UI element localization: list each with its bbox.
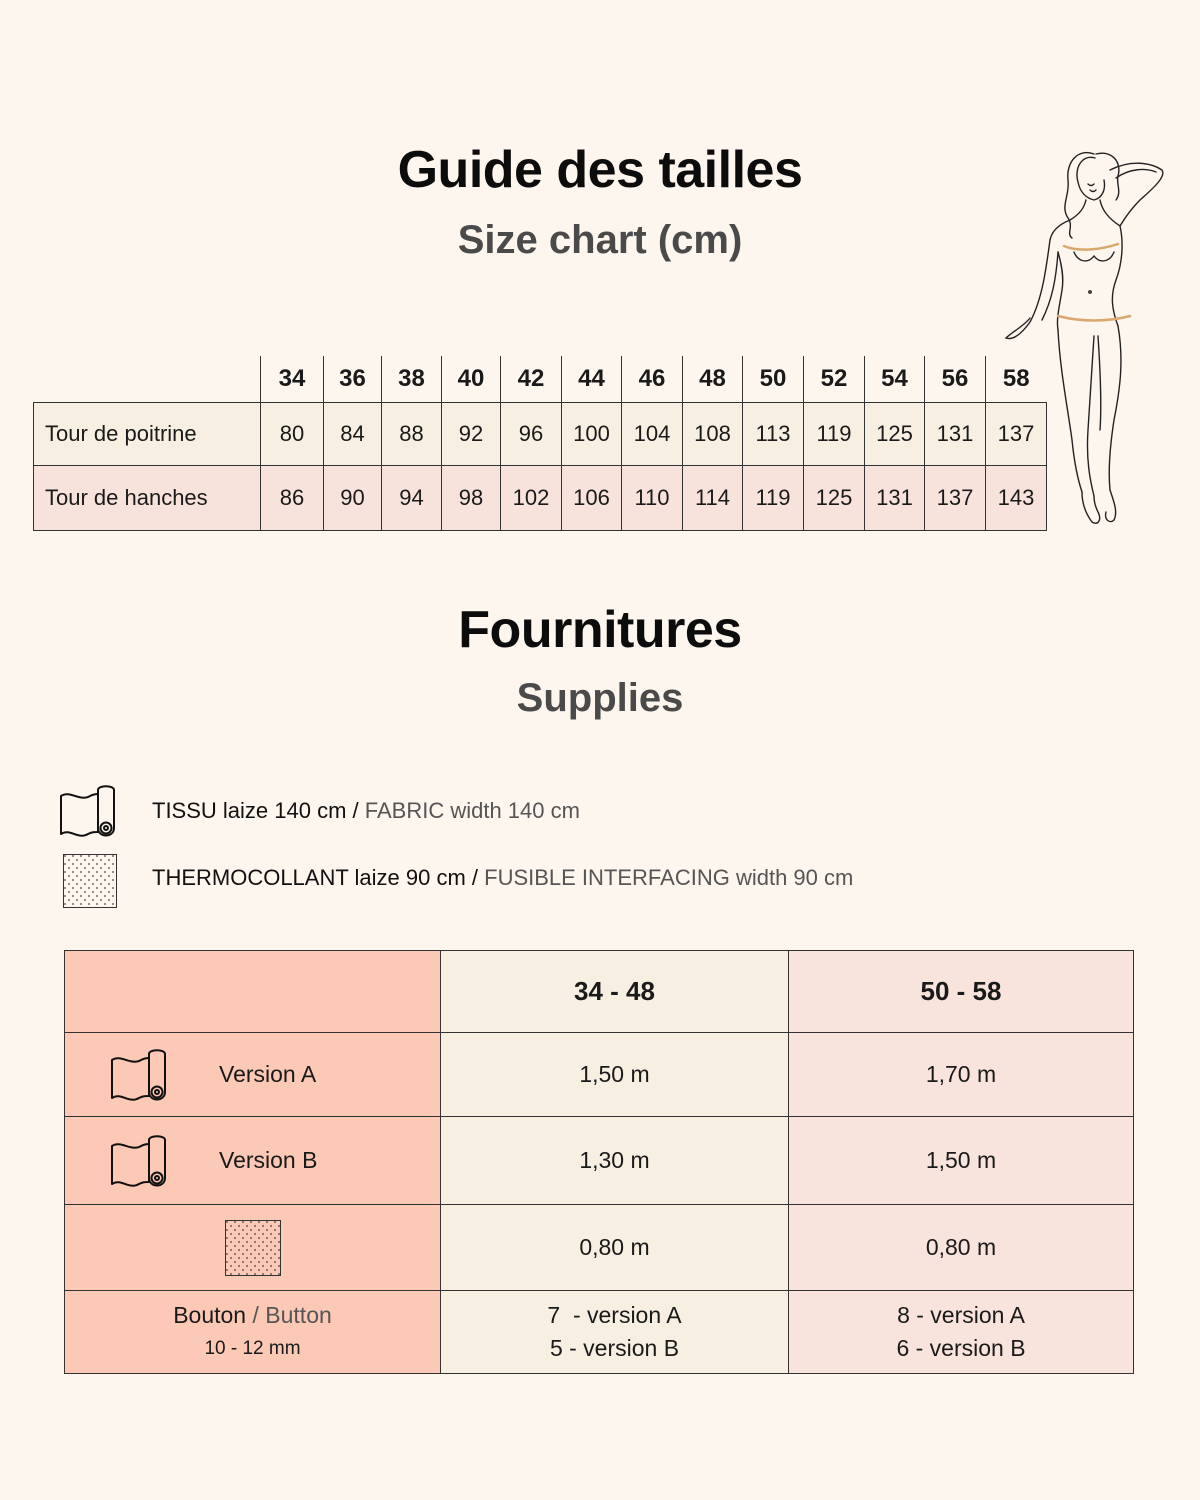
button-qty-line: 8 - version A [897, 1302, 1025, 1328]
supplies-header-blank [65, 951, 441, 1033]
hip-cell: 143 [986, 466, 1047, 531]
hip-cell: 106 [562, 466, 622, 531]
button-row [65, 1291, 1134, 1374]
hip-row [34, 466, 1047, 531]
size-chart-title: Guide des tailles [397, 141, 803, 199]
interfacing-label-cell [65, 1205, 441, 1291]
bust-cell: 119 [804, 403, 865, 466]
size-range-header: 34 - 48 [441, 951, 789, 1033]
hip-cell: 98 [442, 466, 501, 531]
size-header-cell: 52 [804, 356, 865, 403]
hip-label: Tour de hanches [34, 466, 261, 531]
bust-cell: 88 [382, 403, 442, 466]
size-header-cell: 40 [442, 356, 501, 403]
bust-cell: 113 [743, 403, 804, 466]
hip-cell: 90 [324, 466, 382, 531]
hip-cell: 125 [804, 466, 865, 531]
interfacing-qty: 0,80 m [789, 1205, 1134, 1291]
size-header-cell: 38 [382, 356, 442, 403]
size-header-cell: 56 [925, 356, 986, 403]
size-header-cell: 42 [501, 356, 562, 403]
size-chart-table [33, 356, 1047, 531]
button-label-cell [65, 1291, 441, 1374]
version-b-label: Version B [219, 1147, 318, 1173]
button-label-separator: / [246, 1302, 266, 1328]
button-qty-cell [789, 1291, 1134, 1374]
version-a-qty: 1,50 m [441, 1033, 789, 1117]
hip-cell: 137 [925, 466, 986, 531]
size-header-blank [34, 356, 261, 403]
bust-row [34, 403, 1047, 466]
interfacing-row [65, 1205, 1134, 1291]
version-a-qty: 1,70 m [789, 1033, 1134, 1117]
button-qty-line: 5 - version B [549, 1335, 680, 1361]
size-header-cell: 34 [261, 356, 324, 403]
hip-cell: 86 [261, 466, 324, 531]
supplies-header-row [65, 951, 1134, 1033]
version-b-qty: 1,50 m [789, 1117, 1134, 1205]
button-label-en: Button [265, 1302, 332, 1328]
fabric-supply-fr: TISSU laize 140 cm / [152, 798, 365, 823]
interfacing-supply-en: FUSIBLE INTERFACING width 90 cm [484, 865, 854, 890]
bust-cell: 131 [925, 403, 986, 466]
supplies-subtitle: Supplies [516, 676, 684, 720]
size-range-header: 50 - 58 [789, 951, 1134, 1033]
hip-cell: 94 [382, 466, 442, 531]
version-a-label-cell [65, 1033, 441, 1117]
bust-cell: 84 [324, 403, 382, 466]
bust-cell: 96 [501, 403, 562, 466]
bust-cell: 92 [442, 403, 501, 466]
size-header-cell: 54 [865, 356, 925, 403]
bust-cell: 108 [683, 403, 743, 466]
size-header-cell: 50 [743, 356, 804, 403]
hip-cell: 131 [865, 466, 925, 531]
bust-cell: 104 [622, 403, 683, 466]
bust-cell: 137 [986, 403, 1047, 466]
interfacing-supply-fr: THERMOCOLLANT laize 90 cm / [152, 865, 485, 890]
size-header-cell: 36 [324, 356, 382, 403]
interfacing-qty: 0,80 m [441, 1205, 789, 1291]
button-qty-line: 7 - version A [547, 1302, 682, 1328]
button-qty-line: 6 - version B [896, 1335, 1026, 1361]
interfacing-icon [225, 1220, 281, 1276]
version-b-row [65, 1117, 1134, 1205]
hip-cell: 114 [683, 466, 743, 531]
size-header-row [34, 356, 1047, 403]
bust-cell: 125 [865, 403, 925, 466]
interfacing-icon [63, 854, 117, 908]
size-chart-subtitle: Size chart (cm) [457, 218, 743, 262]
size-header-cell: 44 [562, 356, 622, 403]
hip-cell: 110 [622, 466, 683, 531]
hip-cell: 119 [743, 466, 804, 531]
button-label-fr: Bouton [173, 1302, 247, 1328]
bust-cell: 100 [562, 403, 622, 466]
version-b-qty: 1,30 m [441, 1117, 789, 1205]
bust-label: Tour de poitrine [34, 403, 261, 466]
version-b-label-cell [65, 1117, 441, 1205]
button-qty-cell [441, 1291, 789, 1374]
version-a-row [65, 1033, 1134, 1117]
size-header-cell: 46 [622, 356, 683, 403]
bust-cell: 80 [261, 403, 324, 466]
interfacing-supply-item [152, 865, 853, 891]
size-header-cell: 48 [683, 356, 743, 403]
supplies-table [64, 950, 1134, 1374]
supplies-title: Fournitures [458, 601, 742, 659]
fabric-roll-icon [109, 1046, 171, 1104]
hip-cell: 102 [501, 466, 562, 531]
fabric-roll-icon [58, 782, 120, 840]
version-a-label: Version A [219, 1061, 317, 1087]
button-size: 10 - 12 mm [204, 1338, 301, 1359]
fabric-roll-icon [109, 1132, 171, 1190]
size-header-cell: 58 [986, 356, 1047, 403]
fabric-supply-en: FABRIC width 140 cm [364, 798, 580, 823]
fabric-supply-item [152, 798, 580, 824]
